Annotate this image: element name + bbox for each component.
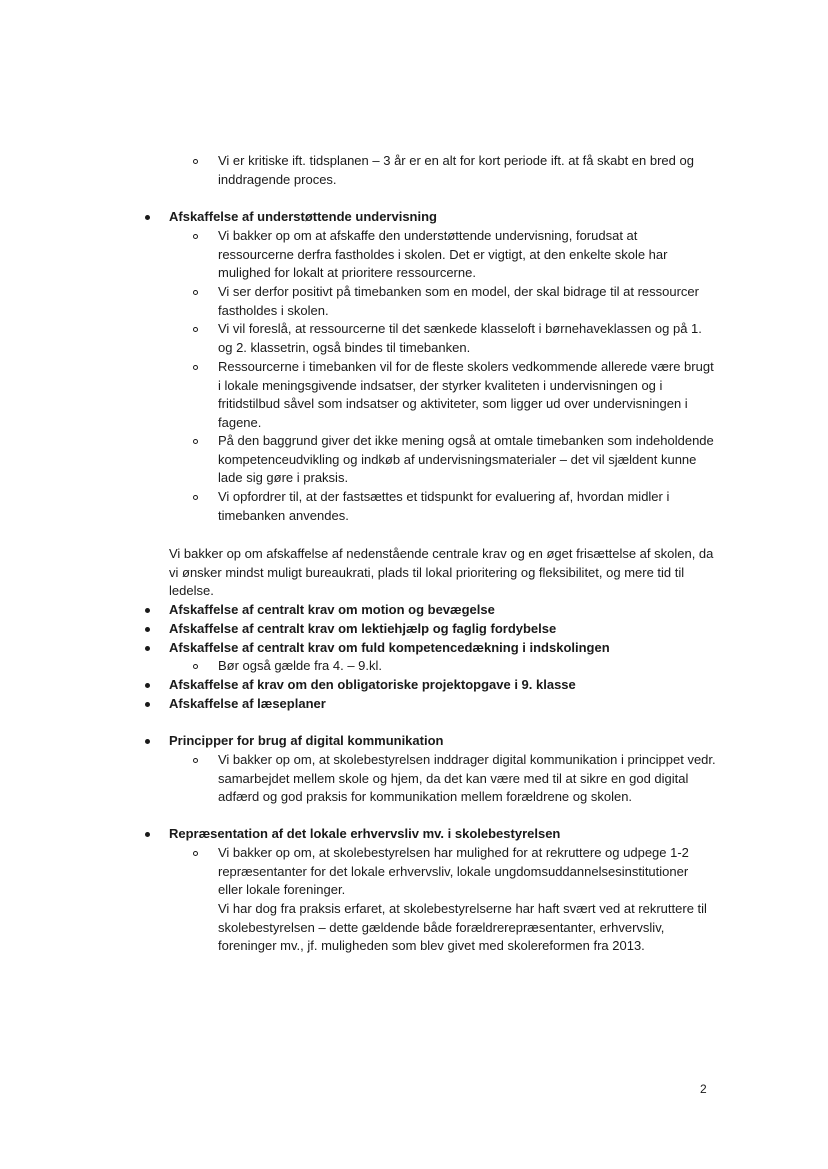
sub-item-digital: Vi bakker op om, at skolebestyrelsen inddrager digital kommunikation i princippet vedr. samarbejdet mellem skole og hjem, da det kan være med til at sikre en god digital adfærd og god praksis for kommunikation mellem forældrene og skolen.	[218, 752, 716, 805]
sub-item-kompetenceudvikling: På den baggrund giver det ikke mening også at omtale timebanken som indeholdende kompetenceudvikling og indkøb af undervisningsmaterialer – det vil sjældent kunne lade sig gøre i praksis.	[218, 433, 714, 486]
heading-digital-kommunikation: Principper for brug af digital kommunikation	[169, 733, 444, 748]
sub-item-tidsplan: Vi er kritiske ift. tidsplanen – 3 år er en alt for kort periode ift. at få skabt en bred og inddragende proces.	[218, 153, 694, 187]
bullet-icon	[145, 215, 150, 220]
sub-bullet-icon	[193, 234, 198, 239]
sub-item-erfaring: Vi har dog fra praksis erfaret, at skolebestyrelserne har haft svært ved at rekruttere til skolebestyrelsen – dette gældende både forældrerepræsentanter, erhvervsliv, foreninger mv., jf. muligheden som blev givet med skolereformen fra 2013.	[218, 901, 707, 954]
sub-item-ressourcer: Vi bakker op om at afskaffe den understøttende undervisning, forudsat at ressourcerne derfra fastholdes i skolen. Det er vigtigt, at den enkelte skole har mulighed for lokalt at prioritere ressourcerne.	[218, 228, 668, 281]
sub-bullet-icon	[193, 159, 198, 164]
heading-kompetencedaekning: Afskaffelse af centralt krav om fuld kompetencedækning i indskolingen	[169, 640, 610, 655]
bullet-icon	[145, 683, 150, 688]
heading-understottende: Afskaffelse af understøttende undervisning	[169, 209, 437, 224]
sub-item-rekruttering: Vi bakker op om, at skolebestyrelsen har mulighed for at rekruttere og udpege 1-2 repræsentanter for det lokale erhvervsliv, lokale ungdomsuddannelsesinstitutioner eller lokale foreninger.	[218, 845, 689, 898]
bullet-icon	[145, 832, 150, 837]
heading-motion: Afskaffelse af centralt krav om motion og bevægelse	[169, 602, 495, 617]
bullet-icon	[145, 627, 150, 632]
sub-item-klassetrin: Bør også gælde fra 4. – 9.kl.	[218, 658, 383, 673]
bullet-icon	[145, 702, 150, 707]
heading-lektiehjaelp: Afskaffelse af centralt krav om lektiehjælp og faglig fordybelse	[169, 621, 557, 636]
sub-bullet-icon	[193, 664, 198, 669]
sub-item-indsatser: Ressourcerne i timebanken vil for de fleste skolers vedkommende allerede være brugt i lokale meningsgivende indsatser, der styrker kvaliteten i undervisningen og i fritidstilbud såvel som indsatser og aktiviteter, som ligger ud over undervisningen i fagene.	[218, 359, 714, 430]
bullet-icon	[145, 608, 150, 613]
sub-bullet-icon	[193, 851, 198, 856]
sub-item-evaluering: Vi opfordrer til, at der fastsættes et tidspunkt for evaluering af, hvordan midler i timebanken anvendes.	[218, 489, 670, 523]
sub-bullet-icon	[193, 290, 198, 295]
bullet-icon	[145, 646, 150, 651]
heading-projektopgave: Afskaffelse af krav om den obligatoriske projektopgave i 9. klasse	[169, 677, 576, 692]
page-number: 2	[700, 1082, 707, 1096]
heading-erhvervsliv: Repræsentation af det lokale erhvervsliv mv. i skolebestyrelsen	[169, 826, 561, 841]
paragraph-frisaettelse: Vi bakker op om afskaffelse af nedenstående centrale krav og en øget frisættelse af skolen, da vi ønsker mindst muligt bureaukrati, plads til lokal prioritering og fleksibilitet, og mere tid til ledelse.	[169, 546, 714, 599]
sub-item-timebanken-model: Vi ser derfor positivt på timebanken som en model, der skal bidrage til at ressourcer fastholdes i skolen.	[218, 284, 699, 318]
sub-item-klasseloft: Vi vil foreslå, at ressourcerne til det sænkede klasseloft i børnehaveklassen og på 1. og 2. klassetrin, også bindes til timebanken.	[218, 321, 702, 355]
sub-bullet-icon	[193, 327, 198, 332]
sub-bullet-icon	[193, 495, 198, 500]
heading-laeseplaner: Afskaffelse af læseplaner	[169, 696, 326, 711]
sub-bullet-icon	[193, 758, 198, 763]
sub-bullet-icon	[193, 365, 198, 370]
bullet-icon	[145, 739, 150, 744]
sub-bullet-icon	[193, 439, 198, 444]
